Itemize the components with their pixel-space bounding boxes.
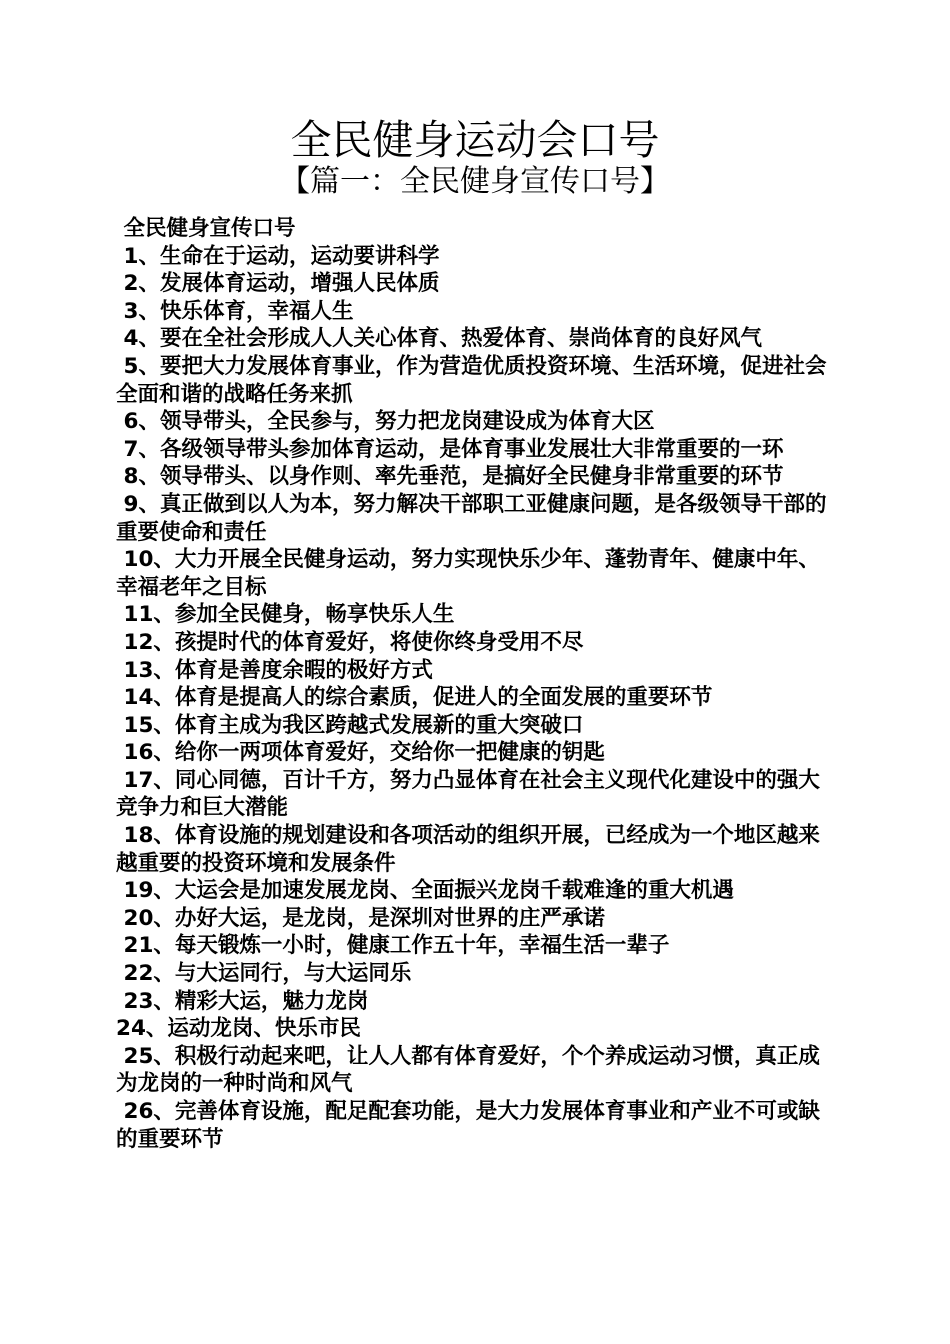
slogan-item: 16、给你一两项体育爱好，交给你一把健康的钥匙	[116, 740, 605, 766]
slogan-item: 12、孩提时代的体育爱好，将使你终身受用不尽	[116, 629, 584, 655]
slogan-item: 24、运动龙岗、快乐市民	[116, 1016, 361, 1042]
slogan-item: 26、完善体育设施，配足配套功能，是大力发展体育事业和产业不可或缺的重要环节	[116, 1099, 820, 1152]
document-subtitle: 【篇一：全民健身宣传口号】	[280, 164, 670, 199]
slogan-item: 8、领导带头、以身作则、率先垂范，是搞好全民健身非常重要的环节	[116, 464, 784, 490]
slogan-item: 13、体育是善度余暇的极好方式	[116, 657, 433, 683]
section-heading: 全民健身宣传口号	[116, 216, 296, 241]
slogan-item: 3、快乐体育，幸福人生	[116, 298, 354, 324]
slogan-item: 10、大力开展全民健身运动，努力实现快乐少年、蓬勃青年、健康中年、幸福老年之目标	[116, 547, 820, 600]
slogan-item: 4、要在全社会形成人人关心体育、热爱体育、崇尚体育的良好风气	[116, 326, 762, 352]
slogan-item: 17、同心同德，百计千方，努力凸显体育在社会主义现代化建设中的强大竞争力和巨大潜能	[116, 767, 820, 821]
slogan-item: 25、积极行动起来吧，让人人都有体育爱好，个个养成运动习惯，真正成为龙岗的一种时尚和风气	[116, 1043, 820, 1097]
slogan-item: 7、各级领导带头参加体育运动，是体育事业发展壮大非常重要的一环	[116, 436, 784, 462]
slogan-item: 19、大运会是加速发展龙岗、全面振兴龙岗千载难逢的重大机遇	[116, 878, 734, 904]
document-title: 全民健身运动会口号	[290, 116, 660, 164]
slogan-item: 11、参加全民健身，畅享快乐人生	[116, 602, 455, 628]
slogan-item: 6、领导带头，全民参与，努力把龙岗建设成为体育大区	[116, 409, 655, 435]
slogan-item: 14、体育是提高人的综合素质，促进人的全面发展的重要环节	[116, 685, 713, 711]
slogan-item: 9、真正做到以人为本，努力解决干部职工亚健康问题，是各级领导干部的重要使命和责任	[116, 491, 827, 545]
slogan-item: 18、体育设施的规划建设和各项活动的组织开展，已经成为一个地区越来越重要的投资环境和发展条件	[116, 823, 820, 876]
slogan-item: 20、办好大运，是龙岗，是深圳对世界的庄严承诺	[116, 905, 605, 931]
slogan-item: 22、与大运同行，与大运同乐	[116, 961, 412, 987]
slogan-item: 21、每天锻炼一小时，健康工作五十年，幸福生活一辈子	[116, 933, 670, 959]
slogan-item: 1、生命在于运动，运动要讲科学	[116, 243, 440, 269]
slogan-item: 15、体育主成为我区跨越式发展新的重大突破口	[116, 712, 584, 738]
document-body	[116, 215, 836, 1153]
slogan-item: 23、精彩大运，魅力龙岗	[116, 988, 369, 1014]
slogan-item: 5、要把大力发展体育事业，作为营造优质投资环境、生活环境，促进社会全面和谐的战略任务来抓	[116, 353, 827, 407]
slogan-item: 2、发展体育运动，增强人民体质	[116, 271, 440, 297]
